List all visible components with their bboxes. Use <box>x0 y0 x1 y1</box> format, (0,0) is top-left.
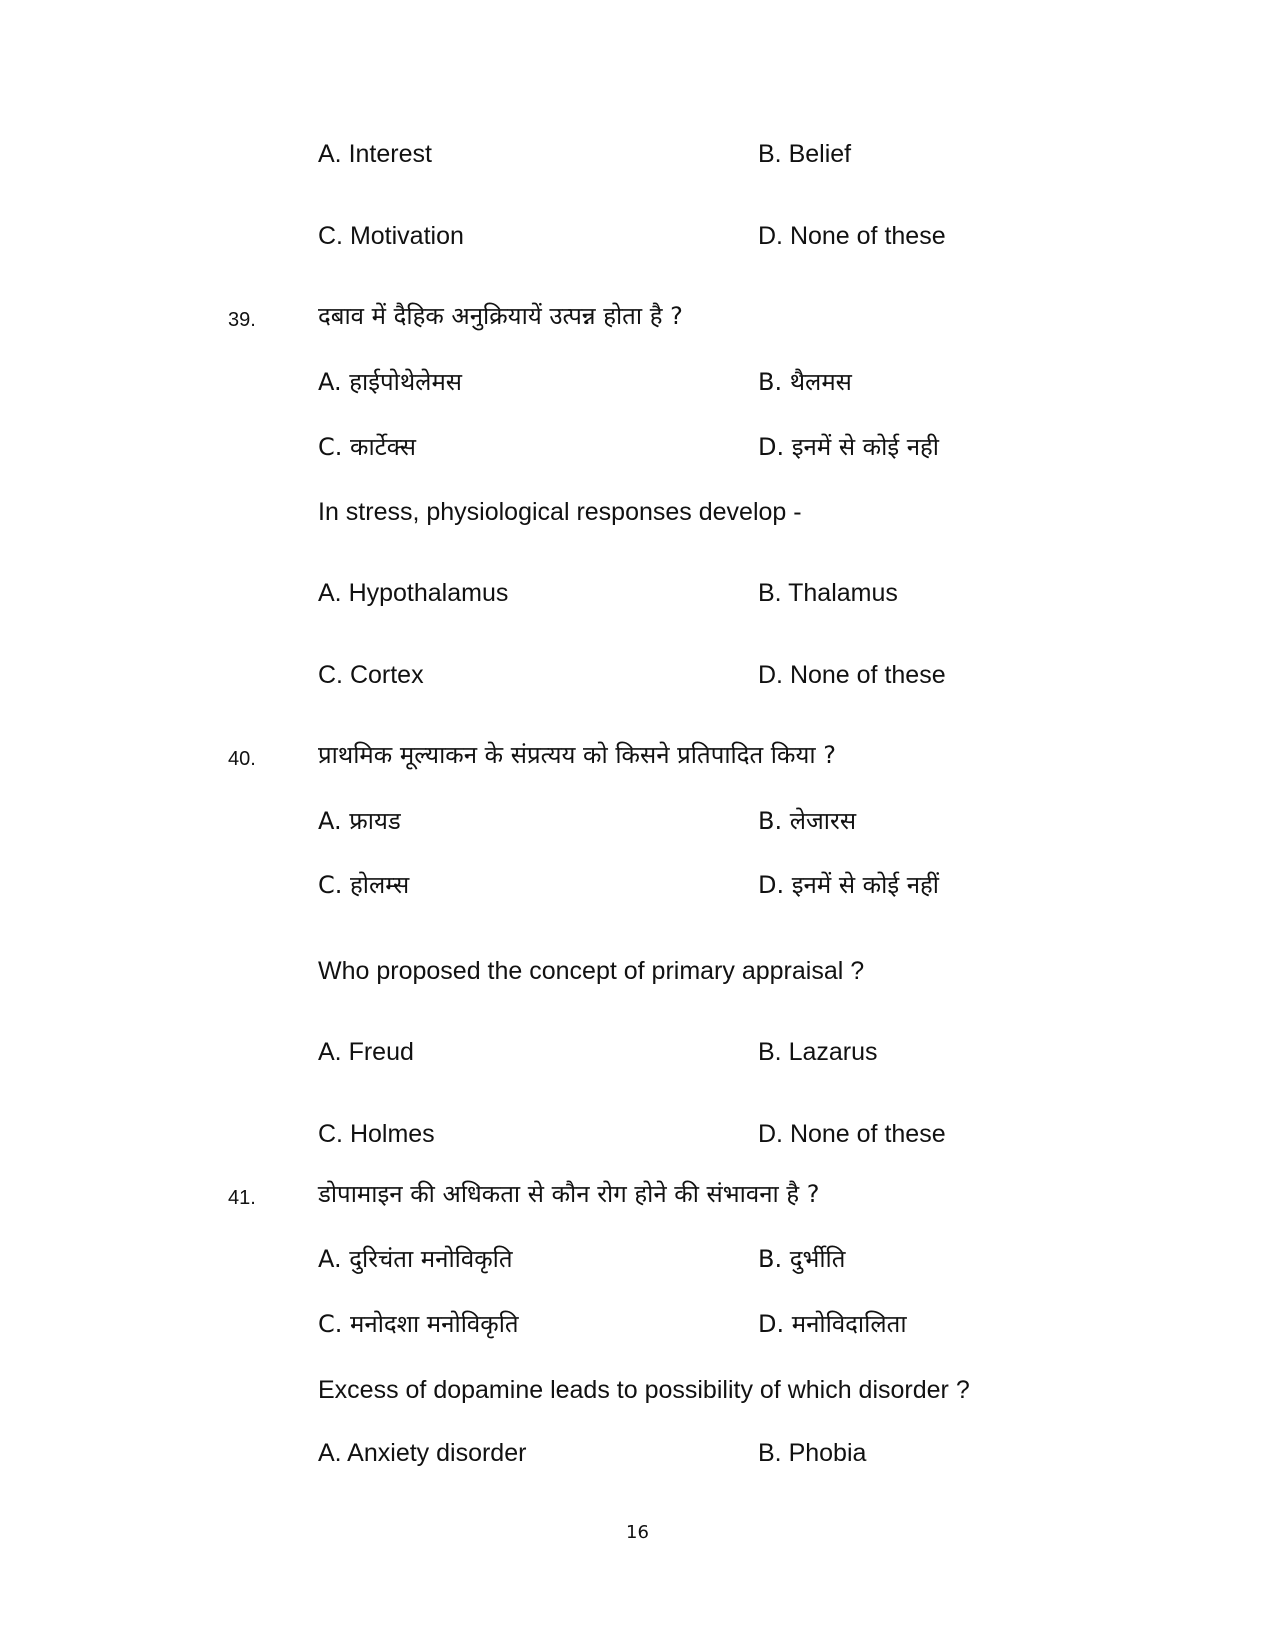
option-c-hindi: C. होलम्स <box>318 871 410 899</box>
option-a-hindi: A. हाईपोथेलेमस <box>318 368 463 396</box>
question-stem-hindi: प्राथमिक मूल्याकन के संप्रत्यय को किसने प्रतिपादित किया ? <box>318 741 836 769</box>
option-d-hindi: D. इनमें से कोई नहीं <box>758 871 940 899</box>
option-b: B. Thalamus <box>758 579 898 607</box>
option-c-hindi: C. कार्टेक्स <box>318 433 416 461</box>
question-number: 39. <box>228 309 256 331</box>
question-stem-english: In stress, physiological responses develop - <box>318 498 802 526</box>
question-stem-english: Excess of dopamine leads to possibility of which disorder ? <box>318 1376 970 1404</box>
option-a-hindi: A. दुरिचंता मनोविकृति <box>318 1245 513 1273</box>
option-b: B. Lazarus <box>758 1038 878 1066</box>
option-a: A. Freud <box>318 1038 414 1066</box>
option-b: B. Phobia <box>758 1439 867 1467</box>
question-number: 41. <box>228 1187 256 1209</box>
option-b-hindi: B. दुर्भीति <box>758 1245 846 1273</box>
question-number: 40. <box>228 748 256 770</box>
question-stem-english: Who proposed the concept of primary appraisal ? <box>318 957 865 985</box>
option-a: A. Interest <box>318 140 432 168</box>
option-c-hindi: C. मनोदशा मनोविकृति <box>318 1310 519 1338</box>
option-b: B. Belief <box>758 140 852 168</box>
option-d-hindi: D. मनोविदालिता <box>758 1310 907 1338</box>
option-b-hindi: B. लेजारस <box>758 807 857 835</box>
question-stem-hindi: डोपामाइन की अधिकता से कौन रोग होने की संभावना है ? <box>318 1180 820 1208</box>
question-stem-hindi: दबाव में दैहिक अनुक्रियायें उत्पन्न होता है ? <box>318 302 683 330</box>
option-c: C. Holmes <box>318 1120 435 1148</box>
option-c: C. Cortex <box>318 661 424 689</box>
option-d: D. None of these <box>758 222 946 250</box>
option-a: A. Hypothalamus <box>318 579 509 607</box>
page-number: 16 <box>626 1522 649 1543</box>
option-d-hindi: D. इनमें से कोई नही <box>758 433 940 461</box>
option-a-hindi: A. फ्रायड <box>318 807 401 835</box>
option-d: D. None of these <box>758 661 946 689</box>
option-a: A. Anxiety disorder <box>318 1439 527 1467</box>
option-b-hindi: B. थैलमस <box>758 368 852 396</box>
option-d: D. None of these <box>758 1120 946 1148</box>
option-c: C. Motivation <box>318 222 464 250</box>
